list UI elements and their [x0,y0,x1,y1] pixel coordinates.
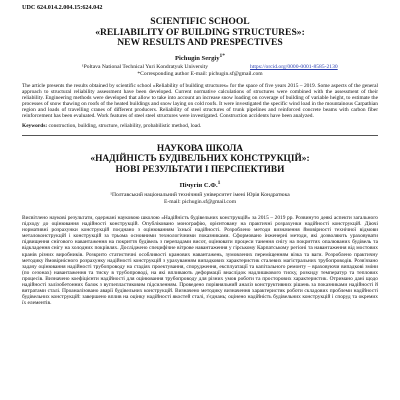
ukrainian-title-line: «НАДІЙНІСТЬ БУДІВЕЛЬНИХ КОНСТРУКЦІЙ»: [90,154,310,165]
keywords-text: construction, building, structure, reliability, probabilistic method, load. [48,123,202,130]
english-author [22,53,378,62]
english-affiliation: ¹Poltava National Technical Yuri Kondratyuk University [82,63,209,70]
ukrainian-affiliation: ¹Полтавський національний технічний університет імені Юрія Кондратюка [110,192,290,199]
ukrainian-title-line: НОВІ РЕЗУЛЬТАТИ І ПЕРСПЕКТИВИ [115,164,285,175]
english-keywords [22,123,378,129]
ukrainian-abstract: Висвітлено наукові результати, одержані науковою школою «Надійність будівельних конструкцій» за 2015 – 2019 рр. Розвинуто деякі аспекти загального підходу до оцінювання надійності конструкцій. Опубліковано монографію, орієнтовану на практичні розрахунки надійності конструкцій. Діючі нормативні розрахунки конструкцій поєднано з оцінюванням їхньої надійності. Розроблено методи визначення ймовірності технічної відмови металоконструкцій і конструкцій за трьома основними технологічними показниками. Сформовано інженерні методи, які дозволяють ураховувати підвищення снігового навантаження на покриття будівель з перепадами висот, оцінювати процеси танення снігу на покриттях опалюваних будівель та відкладення снігу на холодних покрівлях. Досліджено специфічне вітрове навантаження у гірському Карпатському регіоні та навантаження від мостових кранів різних виробників. Розкрито статистичні особливості кранових навантажень, зумовлених переміщенням візка та ваги. Розроблено практичну методику ймовірнісного розрахунку надійності конструкцій з урахуванням випадкових характеристик сталевих магістральних трубопроводів. Розв'язано задачу оцінювання надійності трубопроводу на стадіях проектування, спорудження, експлуатації та капітального ремонту – враховуючи випадкові зміни (по сезонах) навантаження та тиску в трубопроводі, на які впливають деформації внаслідок надлишкового тиску, розкиду температур та теплових процесів. Визначено коефіцієнти надійності для оцінювання трубопроводу для різних умов роботи та просторових характеристик. Отримано дані щодо надійності залізобетонних балок з вуглепластиковим підсиленням. Проведено порівняльний аналіз конструктивних рішень за показниками надійності й витратами сталі. Проаналізовано аварії будівельних конструкцій. Визначено методику визначення характеристик роботи складових проблеми надійності будівельних конструкцій: завершено вплив на оцінку надійності якостей сталі, з'єднань; оцінено надійність будівельних конструкцій і споруд та окремих їх елементів. [22,215,378,306]
ukrainian-affiliation-block [22,192,378,205]
english-affiliation-line [22,64,378,71]
ukrainian-author [22,180,378,189]
ukrainian-author-name: Пічугін С.Ф. [179,182,218,190]
english-author-sup: 1* [219,52,225,59]
english-title-line: SCIENTIFIC SCHOOL [150,16,250,27]
orcid-link[interactable]: https://orcid.org/0000-0001-8585-2130 [250,63,338,70]
english-abstract: The article presents the results obtained by scientific school «Reliability of building structures» for the space of five years 2015 – 2019. Some aspects of the general approach to structural reliability assessment have been developed. Current normative calculations of structures were combined with the assessment of their reliability. Engineering methods were developed that allow to take into account an increase snow loading on coverage of building of variable height, to estimate the processes of snow thawing on roofs of the heated buildings and snow laying on cold roofs. It were investigated the specific wind load in the mountainous Carpathian region and loads of travelling cranes of different producers. Reliability of steel structures of trunk pipelines and reinforced concrete beams with carbon fiber reinforcement has been evaluated. Work features of steel steel structures were investigated. Construction accidents have been analyzed. [22,82,378,120]
ukrainian-title [22,144,378,175]
english-author-name: Pichugin Sergiy [174,54,220,62]
ukrainian-author-sup: 1 [217,179,221,186]
udc-code: UDC 624.014.2.004.15:624.042 [22,4,103,11]
section-divider [22,135,378,136]
english-title-line: NEW RESULTS AND PRESPECTIVES [117,37,283,49]
keywords-label: Keywords: [22,123,48,130]
corresponding-author: *Corresponding author E-mail: pichugin.sf@gmail.com [137,70,263,77]
ukrainian-email: E-mail: pichugin.sf@gmail.com [163,198,237,205]
ukrainian-title-line: НАУКОВА ШКОЛА [156,144,244,155]
english-title-line: «RELIABILITY OF BUILDING STRUCTURES»: [95,26,305,38]
english-title [22,17,378,49]
